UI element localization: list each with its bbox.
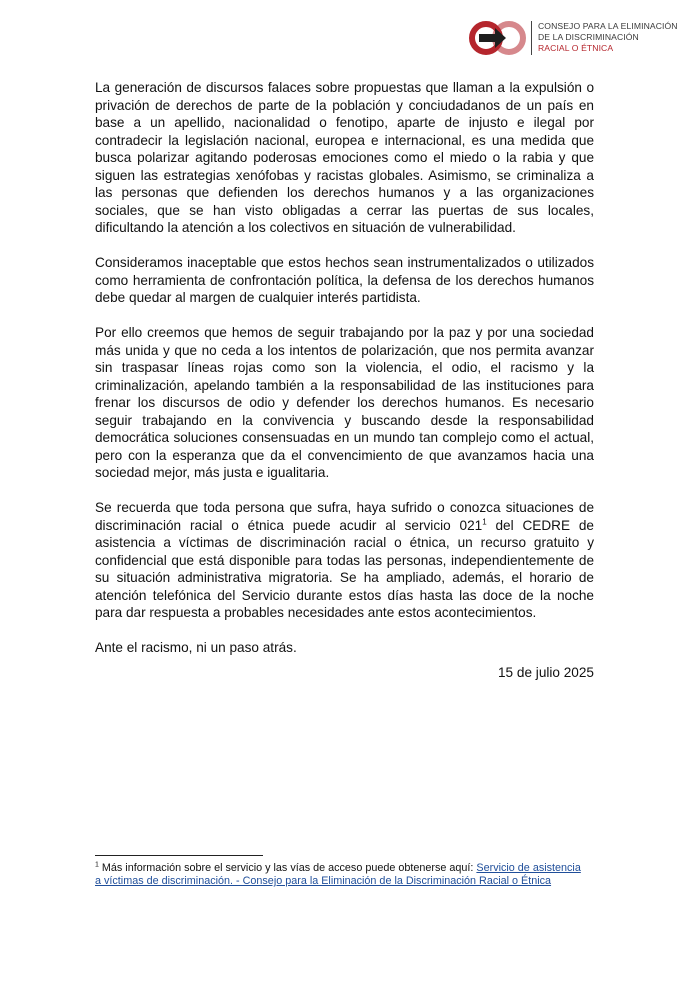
document-body [95, 79, 594, 657]
logo-line-1: CONSEJO PARA LA ELIMINACIÓN [538, 21, 678, 31]
footnote-reference[interactable]: 1 [482, 516, 487, 526]
logo-text [538, 21, 678, 53]
paragraph-4-text-a: Se recuerda que toda persona que sufra, haya sufrido o conozca situaciones de discriminación racial o étnica puede acudir al servicio 021 [95, 500, 594, 533]
paragraph-4-text-b: del CEDRE de asistencia a víctimas de discriminación racial o étnica, un recurso gratuito y confidencial que está disponible para todas las personas, independientemente de su situación administrativa migratoria. Se ha ampliado, además, el horario de atención telefónica del Servicio durante estos días hasta las doce de la noche para dar respuesta a probables necesidades ante estos acontecimientos. [95, 517, 594, 620]
cedre-logo-icon [468, 19, 528, 57]
footnote-text: Más información sobre el servicio y las vías de acceso puede obtenerse aquí: [98, 862, 477, 874]
footnote-link[interactable]: Servicio de asistencia a víctimas de discriminación. - Consejo para la Eliminación de la Discriminación Racial o Étnica [95, 862, 581, 888]
logo-divider [531, 21, 532, 55]
paragraph-3: Por ello creemos que hemos de seguir trabajando por la paz y por una sociedad más unida y que no ceda a los intentos de polarización, que nos permita avanzar sin traspasar líneas rojas como son la violencia, el odio, el racismo y la criminalización, apelando también a la responsabilidad de las instituciones para frenar los discursos de odio y defender los derechos humanos. Es necesario seguir trabajando en la convivencia y buscando desde la responsabilidad democrática soluciones consensuadas en un mundo tan complejo como el actual, pero con la esperanza que da el convencimiento de que avanzamos hacia una sociedad mejor, más justa e igualitaria. [95, 325, 594, 480]
footnote-marker: 1 [95, 861, 99, 869]
paragraph-4 [95, 499, 594, 622]
logo-line-2: DE LA DISCRIMINACIÓN [538, 31, 639, 42]
document-date: 15 de julio 2025 [498, 665, 594, 680]
logo-line-3: RACIAL O ÉTNICA [538, 42, 614, 53]
paragraph-2: Consideramos inaceptable que estos hechos sean instrumentalizados o utilizados como herramienta de confrontación política, la defensa de los derechos humanos debe quedar al margen de cualquier interés partidista. [95, 255, 594, 305]
paragraph-1: La generación de discursos falaces sobre propuestas que llaman a la expulsión o privación de derechos de parte de la población y conciudadanos de un país en base a un apellido, nacionalidad o fenotipo, aparte de injusto e ilegal por contradecir la legislación nacional, europea e internacional, es una medida que busca polarizar agitando poderosas emociones como el miedo o la rabia y que siguen las estrategias xenófobas y racistas globales. Asimismo, se criminaliza a las personas que defienden los derechos humanos y a las organizaciones sociales, que se han visto obligadas a cerrar las puertas de sus locales, dificultando la atención a los colectivos en situación de vulnerabilidad. [95, 80, 594, 235]
closing-line: Ante el racismo, ni un paso atrás. [95, 640, 297, 655]
header-logo [468, 17, 678, 59]
footnote [95, 862, 585, 888]
footnote-divider [95, 855, 263, 856]
